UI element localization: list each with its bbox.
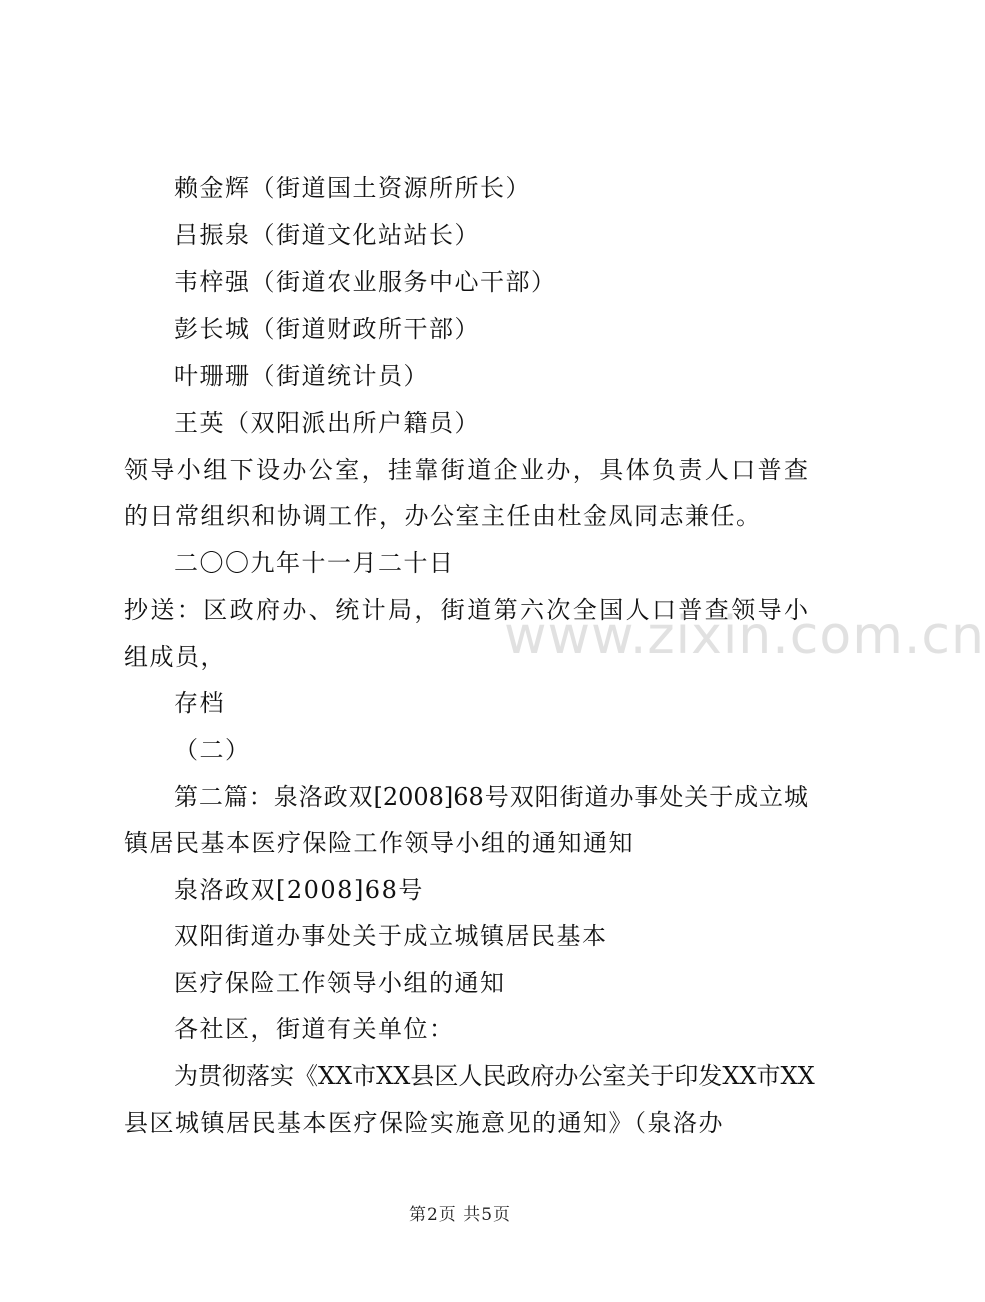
- text-line: 吕振泉（街道文化站站长）: [174, 221, 480, 249]
- page-footer: 第2页 共5页: [408, 1205, 512, 1225]
- doc-number: 泉洛政双[2008]68号: [174, 876, 424, 904]
- cc-line: 抄送：区政府办、统计局，街道第六次全国人口普查领导小: [124, 596, 808, 624]
- date-line: 二〇〇九年十一月二十日: [174, 549, 455, 577]
- text-line: 叶珊珊（街道统计员）: [174, 362, 429, 390]
- watermark: www.zixin.com.cn: [504, 606, 985, 666]
- text-line: 王英（双阳派出所户籍员）: [174, 409, 480, 437]
- section-number: （二）: [174, 736, 251, 764]
- notice-title: 医疗保险工作领导小组的通知: [174, 969, 506, 997]
- addressee: 各社区，街道有关单位：: [174, 1015, 455, 1043]
- section-title: 第二篇：泉洛政双[2008]68号双阳街道办事处关于成立城: [174, 783, 808, 811]
- text-line: 赖金辉（街道国土资源所所长）: [174, 174, 531, 202]
- text-line: 韦梓强（街道农业服务中心干部）: [174, 268, 557, 296]
- paragraph-line: 的日常组织和协调工作，办公室主任由杜金凤同志兼任。: [124, 502, 762, 530]
- paragraph-line: 领导小组下设办公室，挂靠街道企业办，具体负责人口普查: [124, 456, 808, 484]
- body-line: 为贯彻落实《XX市XX县区人民政府办公室关于印发XX市XX: [174, 1062, 815, 1090]
- body-line: 县区城镇居民基本医疗保险实施意见的通知》（泉洛办: [124, 1109, 724, 1137]
- notice-title: 双阳街道办事处关于成立城镇居民基本: [174, 922, 608, 950]
- cc-line: 组成员，: [124, 643, 226, 671]
- archive-line: 存档: [174, 689, 225, 717]
- section-title: 镇居民基本医疗保险工作领导小组的通知通知: [124, 829, 634, 857]
- text-line: 彭长城（街道财政所干部）: [174, 315, 480, 343]
